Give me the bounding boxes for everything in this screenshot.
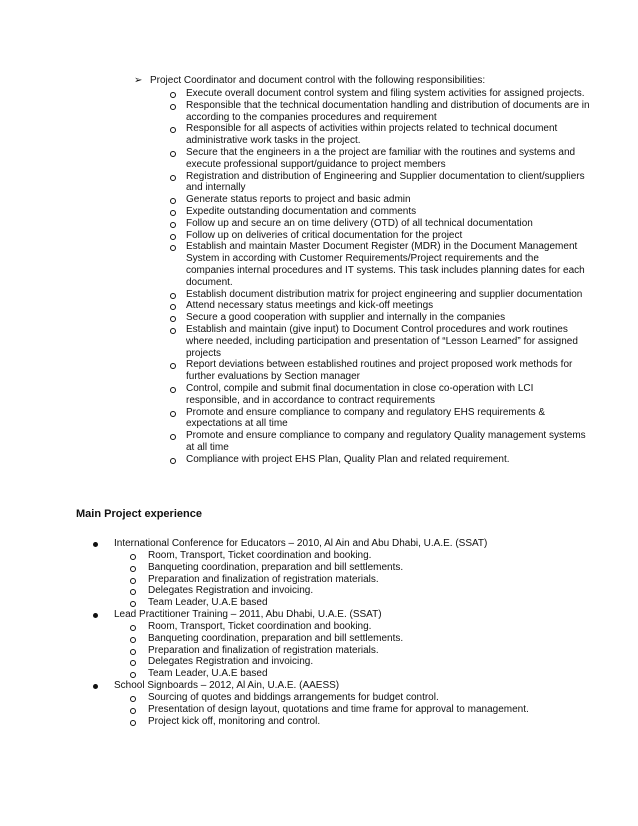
list-item: Promote and ensure compliance to company and regulatory EHS requirements & expectations at all time (170, 407, 590, 431)
list-item: Project kick off, monitoring and control. (130, 716, 562, 728)
circle-bullet-icon (170, 411, 176, 417)
circle-bullet-icon (130, 566, 136, 572)
list-item: Preparation and finalization of registration materials. (130, 574, 562, 586)
circle-bullet-icon (130, 660, 136, 666)
list-item: Responsible for all aspects of activities within projects related to technical document administrative work tasks in the project. (170, 123, 590, 147)
list-item: Follow up and secure an on time delivery (OTD) of all technical documentation (170, 218, 590, 230)
disc-bullet-icon (93, 684, 98, 689)
circle-bullet-icon (130, 589, 136, 595)
circle-bullet-icon (170, 222, 176, 228)
list-item: Execute overall document control system and filing system activities for assigned projects. (170, 88, 590, 100)
circle-bullet-icon (170, 304, 176, 310)
list-item: Report deviations between established routines and project proposed work methods for further evaluations by Section manager (170, 359, 590, 383)
circle-bullet-icon (170, 245, 176, 251)
project-title: International Conference for Educators – 2010, Al Ain and Abu Dhabi, U.A.E. (SSAT) (114, 538, 488, 549)
list-item: Banqueting coordination, preparation and bill settlements. (130, 562, 562, 574)
circle-bullet-icon (170, 234, 176, 240)
responsibilities-list (170, 88, 590, 466)
list-item: Room, Transport, Ticket coordination and booking. (130, 621, 562, 633)
list-item: Control, compile and submit final documentation in close co-operation with LCI responsible, and in accordance to contract requirements (170, 383, 590, 407)
list-item: Secure that the engineers in a the project are familiar with the routines and systems and execute professional support/guidance to project members (170, 147, 590, 171)
circle-bullet-icon (170, 387, 176, 393)
list-item: Preparation and finalization of registration materials. (130, 645, 562, 657)
list-item: Team Leader, U.A.E based (130, 668, 562, 680)
list-item: Generate status reports to project and basic admin (170, 194, 590, 206)
list-item: Expedite outstanding documentation and comments (170, 206, 590, 218)
project-experience-list (92, 538, 562, 727)
circle-bullet-icon (130, 672, 136, 678)
circle-bullet-icon (170, 363, 176, 369)
project-item (92, 680, 562, 727)
circle-bullet-icon (170, 92, 176, 98)
list-item: Room, Transport, Ticket coordination and booking. (130, 550, 562, 562)
responsibilities-title: Project Coordinator and document control with the following responsibilities: (150, 75, 486, 86)
circle-bullet-icon (170, 104, 176, 110)
list-item: Delegates Registration and invoicing. (130, 585, 562, 597)
circle-bullet-icon (130, 601, 136, 607)
project-task-list (130, 692, 562, 727)
list-item: Responsible that the technical documentation handling and distribution of documents are in according to the companies procedures and requirement (170, 100, 590, 124)
list-item: Follow up on deliveries of critical documentation for the project (170, 230, 590, 242)
project-task-list (130, 621, 562, 680)
list-item: Sourcing of quotes and biddings arrangements for budget control. (130, 692, 562, 704)
list-item: Establish and maintain Master Document Register (MDR) in the Document Management System in according with Customer Requirements/Project requirements and the companies internal procedures and IT systems. This task includes planning dates for each document. (170, 241, 590, 288)
project-item (92, 609, 562, 680)
project-item (92, 538, 562, 609)
circle-bullet-icon (170, 328, 176, 334)
circle-bullet-icon (130, 696, 136, 702)
circle-bullet-icon (170, 434, 176, 440)
list-item: Attend necessary status meetings and kick-off meetings (170, 300, 590, 312)
circle-bullet-icon (130, 554, 136, 560)
list-item: Secure a good cooperation with supplier and internally in the companies (170, 312, 590, 324)
arrow-bullet-icon: ➢ (134, 75, 143, 86)
list-item: Establish document distribution matrix for project engineering and supplier documentation (170, 289, 590, 301)
circle-bullet-icon (130, 625, 136, 631)
circle-bullet-icon (170, 210, 176, 216)
list-item: Compliance with project EHS Plan, Quality Plan and related requirement. (170, 454, 590, 466)
circle-bullet-icon (130, 720, 136, 726)
circle-bullet-icon (170, 151, 176, 157)
circle-bullet-icon (130, 708, 136, 714)
list-item: Promote and ensure compliance to company and regulatory Quality management systems at all time (170, 430, 590, 454)
circle-bullet-icon (170, 175, 176, 181)
list-item: Presentation of design layout, quotations and time frame for approval to management. (130, 704, 562, 716)
list-item: Team Leader, U.A.E based (130, 597, 562, 609)
circle-bullet-icon (170, 198, 176, 204)
project-title: School Signboards – 2012, Al Ain, U.A.E. (AAESS) (114, 679, 340, 691)
circle-bullet-icon (130, 578, 136, 584)
circle-bullet-icon (130, 637, 136, 643)
list-item: Registration and distribution of Engineering and Supplier documentation to client/suppliers and internally (170, 171, 590, 195)
circle-bullet-icon (170, 127, 176, 133)
circle-bullet-icon (170, 293, 176, 299)
circle-bullet-icon (170, 316, 176, 322)
project-task-list (130, 550, 562, 609)
disc-bullet-icon (93, 613, 98, 618)
list-item: Delegates Registration and invoicing. (130, 656, 562, 668)
project-title: Lead Practitioner Training – 2011, Abu Dhabi, U.A.E. (SSAT) (114, 608, 382, 620)
disc-bullet-icon (93, 542, 98, 547)
circle-bullet-icon (170, 458, 176, 464)
list-item: Banqueting coordination, preparation and bill settlements. (130, 633, 562, 645)
section-heading: Main Project experience (76, 508, 202, 520)
circle-bullet-icon (130, 649, 136, 655)
list-item: Establish and maintain (give input) to Document Control procedures and work routines where needed, including participation and presentation of “Lesson Learned” for assigned projects (170, 324, 590, 359)
